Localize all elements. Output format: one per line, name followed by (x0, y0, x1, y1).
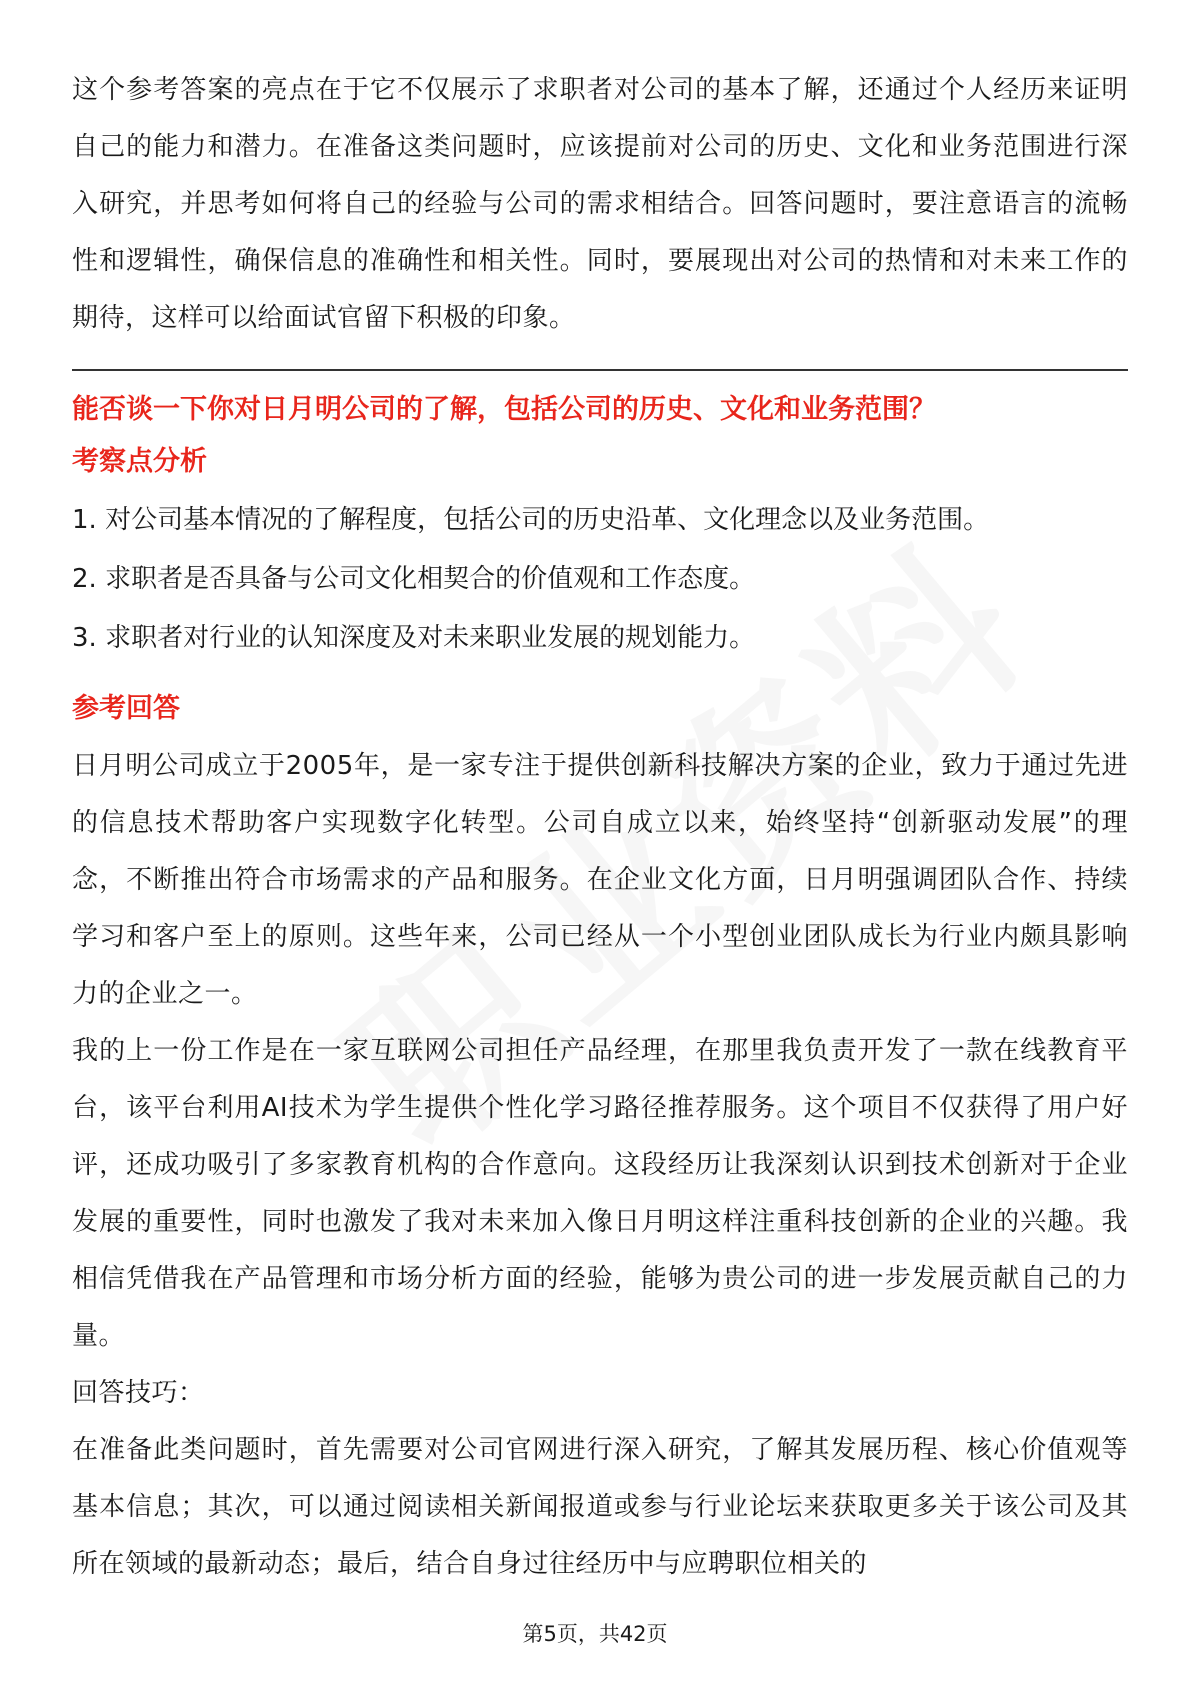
analysis-point: 3. 求职者对行业的认知深度及对未来职业发展的规划能力。 (72, 623, 756, 653)
intro-paragraph: 这个参考答案的亮点在于它不仅展示了求职者对公司的基本了解，还通过个人经历来证明自己的能力和潜力。在准备这类问题时，应该提前对公司的历史、文化和业务范围进行深入研究，并思考如何将自己的经验与公司的需求相结合。回答问题时，要注意语言的流畅性和逻辑性，确保信息的准确性和相关性。同时，要展现出对公司的热情和对未来工作的期待，这样可以给面试官留下积极的印象。 (72, 75, 1128, 333)
analysis-point: 2. 求职者是否具备与公司文化相契合的价值观和工作态度。 (72, 564, 756, 594)
tips-paragraph: 在准备此类问题时，首先需要对公司官网进行深入研究，了解其发展历程、核心价值观等基本信息；其次，可以通过阅读相关新闻报道或参与行业论坛来获取更多关于该公司及其所在领域的最新动态；最后，结合自身过往经历中与应聘职位相关的 (72, 1435, 1128, 1579)
tips-title: 回答技巧： (72, 1378, 205, 1408)
analysis-point: 1. 对公司基本情况的了解程度，包括公司的历史沿革、文化理念以及业务范围。 (72, 505, 990, 535)
reference-title: 参考回答 (72, 693, 180, 724)
section-divider (72, 369, 1128, 371)
question-heading: 能否谈一下你对日月明公司的了解，包括公司的历史、文化和业务范围？ (72, 394, 936, 425)
analysis-title: 考察点分析 (72, 446, 207, 477)
page-content (72, 62, 1128, 1593)
reference-paragraph: 日月明公司成立于2005年，是一家专注于提供创新科技解决方案的企业，致力于通过先进的信息技术帮助客户实现数字化转型。公司自成立以来，始终坚持“创新驱动发展”的理念，不断推出符合市场需求的产品和服务。在企业文化方面，日月明强调团队合作、持续学习和客户至上的原则。这些年来，公司已经从一个小型创业团队成长为行业内颇具影响力的企业之一。 (72, 751, 1128, 1009)
spacer (72, 668, 1128, 682)
page-footer: 第5页，共42页 (522, 1622, 668, 1646)
reference-paragraph: 我的上一份工作是在一家互联网公司担任产品经理，在那里我负责开发了一款在线教育平台，该平台利用AI技术为学生提供个性化学习路径推荐服务。这个项目不仅获得了用户好评，还成功吸引了多家教育机构的合作意向。这段经历让我深刻认识到技术创新对于企业发展的重要性，同时也激发了我对未来加入像日月明这样注重科技创新的企业的兴趣。我相信凭借我在产品管理和市场分析方面的经验，能够为贵公司的进一步发展贡献自己的力量。 (72, 1036, 1128, 1351)
